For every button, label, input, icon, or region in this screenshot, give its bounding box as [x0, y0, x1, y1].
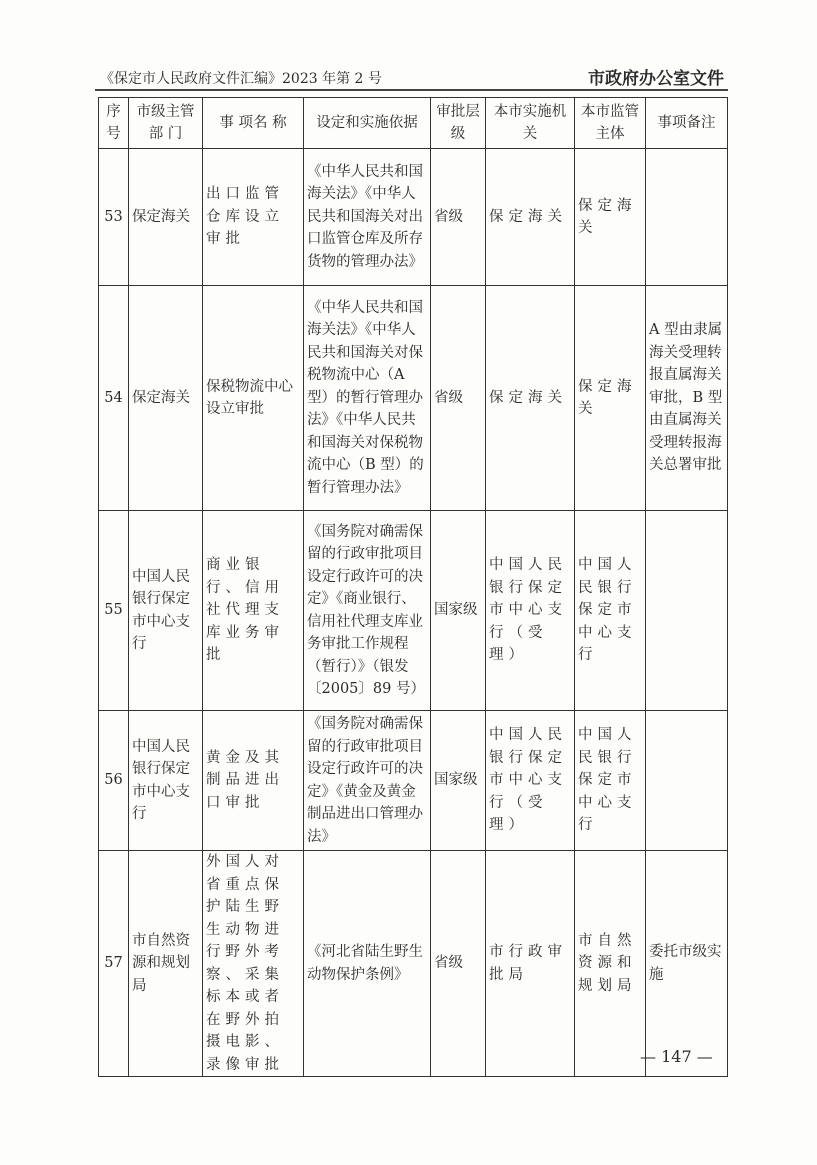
cell-dept: 中国人民银行保定市中心支行	[129, 511, 203, 711]
cell-level: 省级	[431, 851, 486, 1077]
table-row	[99, 149, 728, 286]
cell-note	[646, 511, 728, 711]
office-label: 市政府办公室文件	[588, 69, 724, 89]
page-number: — 147 —	[640, 1047, 713, 1066]
cell-supervisor: 保定海关	[575, 149, 646, 286]
cell-note	[646, 711, 728, 851]
cell-note	[646, 149, 728, 286]
column-header-dept: 市级主管部 门	[129, 98, 203, 149]
cell-agency: 保定海关	[486, 149, 575, 286]
cell-seq: 55	[99, 511, 129, 711]
collection-title: 《保定市人民政府文件汇编》2023 年第 2 号	[100, 71, 382, 87]
table-row	[99, 286, 728, 511]
table-header-row	[99, 98, 728, 149]
cell-note: 委托市级实施	[646, 851, 728, 1077]
column-header-basis: 设定和实施依据	[304, 98, 431, 149]
cell-supervisor: 中国人民银行保定市中心支行	[575, 711, 646, 851]
cell-level: 国家级	[431, 711, 486, 851]
column-header-note: 事项备注	[646, 98, 728, 149]
cell-seq: 57	[99, 851, 129, 1077]
column-header-supervisor: 本市监管主体	[575, 98, 646, 149]
cell-item-name: 外国人对省重点保护陆生野生动物进行野外考察、采集标本或者在野外拍摄电影、录像审批	[203, 851, 304, 1077]
cell-level: 省级	[431, 286, 486, 511]
column-header-item-name: 事 项名 称	[203, 98, 304, 149]
table-row	[99, 511, 728, 711]
cell-agency: 保定海关	[486, 286, 575, 511]
cell-supervisor: 中国人民银行保定市中心支行	[575, 511, 646, 711]
cell-seq: 53	[99, 149, 129, 286]
table-row	[99, 711, 728, 851]
cell-dept: 保定海关	[129, 286, 203, 511]
cell-basis: 《中华人民共和国海关法》《中华人民共和国海关对出口监管仓库及所存货物的管理办法》	[304, 149, 431, 286]
column-header-seq: 序号	[99, 98, 129, 149]
cell-basis: 《国务院对确需保留的行政审批项目设定行政许可的决定》《商业银行、信用社代理支库业务审批工作规程（暂行）》（银发〔2005〕89 号）	[304, 511, 431, 711]
cell-item-name: 商业银行、信用社代理支库业务审批	[203, 511, 304, 711]
cell-agency: 市行政审批局	[486, 851, 575, 1077]
cell-item-name: 出口监管仓库设立审批	[203, 149, 304, 286]
approval-items-table	[98, 97, 728, 1077]
cell-basis: 《国务院对确需保留的行政审批项目设定行政许可的决定》《黄金及黄金制品进出口管理办法》	[304, 711, 431, 851]
column-header-agency: 本市实施机关	[486, 98, 575, 149]
cell-dept: 中国人民银行保定市中心支行	[129, 711, 203, 851]
cell-level: 省级	[431, 149, 486, 286]
header-rule	[95, 89, 728, 91]
cell-supervisor: 保定海关	[575, 286, 646, 511]
cell-basis: 《河北省陆生野生动物保护条例》	[304, 851, 431, 1077]
cell-agency: 中国人民银行保定市中心支行（受理）	[486, 711, 575, 851]
cell-dept: 市自然资源和规划局	[129, 851, 203, 1077]
cell-dept: 保定海关	[129, 149, 203, 286]
cell-item-name: 保税物流中心设立审批	[203, 286, 304, 511]
cell-item-name: 黄金及其制品进出口审批	[203, 711, 304, 851]
cell-seq: 56	[99, 711, 129, 851]
table-row	[99, 851, 728, 1077]
cell-basis: 《中华人民共和国海关法》《中华人民共和国海关对保税物流中心（A 型）的暂行管理办法》《中华人民共和国海关对保税物流中心（B 型）的暂行管理办法》	[304, 286, 431, 511]
cell-supervisor: 市自然资源和规划局	[575, 851, 646, 1077]
cell-note: A 型由隶属海关受理转报直属海关审批，B 型由直属海关受理转报海关总署审批	[646, 286, 728, 511]
column-header-level: 审批层级	[431, 98, 486, 149]
cell-agency: 中国人民银行保定市中心支行（受理）	[486, 511, 575, 711]
cell-seq: 54	[99, 286, 129, 511]
cell-level: 国家级	[431, 511, 486, 711]
